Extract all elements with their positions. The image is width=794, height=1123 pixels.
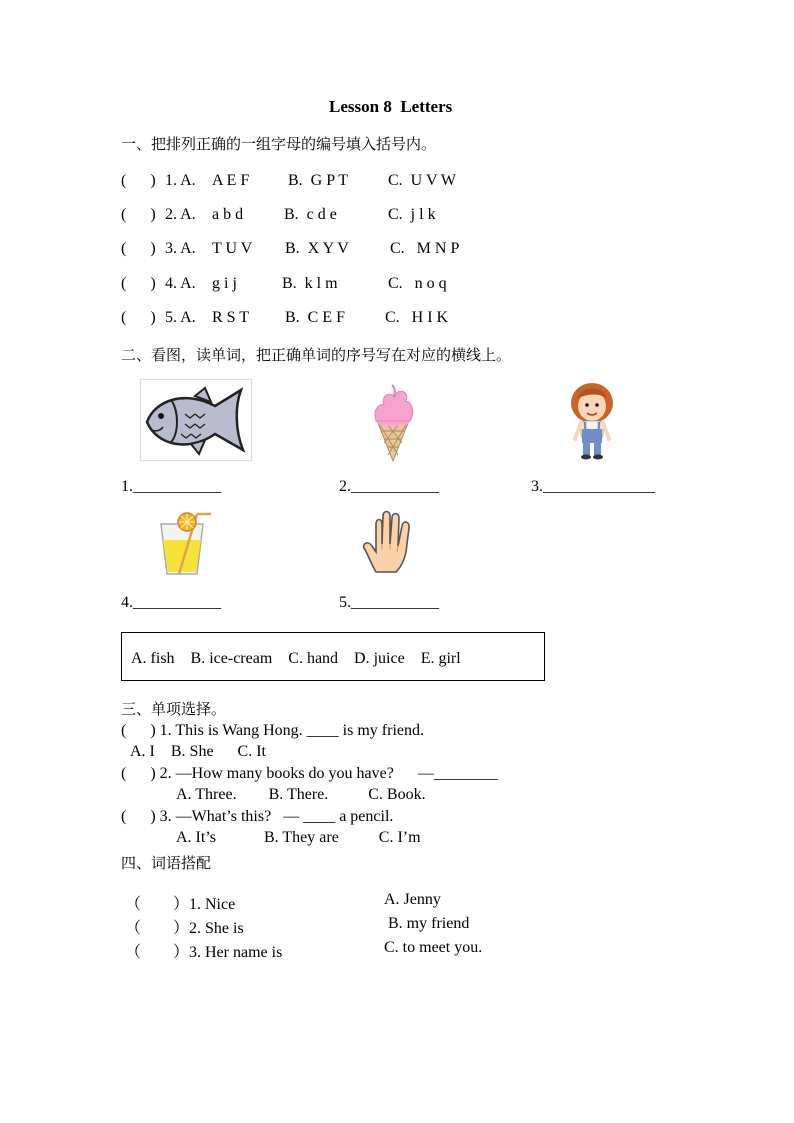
answer-bracket[interactable]: ( ) [121, 172, 156, 189]
question-number: 4. A. [165, 275, 196, 292]
question-number: 3. A. [165, 240, 196, 257]
option-a: g i j [212, 275, 237, 292]
hand-icon [360, 510, 420, 576]
match-left-3[interactable]: （ ）3. Her name is [125, 944, 283, 961]
blank-3[interactable]: 3.______________ [531, 478, 655, 495]
option-a: T U V [212, 240, 253, 257]
word-options: A. fish B. ice-cream C. hand D. juice E. girl [131, 650, 461, 667]
option-c: C. H I K [385, 309, 449, 326]
blank-4[interactable]: 4.___________ [121, 594, 221, 611]
question-2-options: A. Three. B. There. C. Book. [176, 786, 426, 803]
blank-5[interactable]: 5.___________ [339, 594, 439, 611]
answer-bracket[interactable]: ( ) [121, 309, 156, 326]
match-right-2: B. my friend [384, 915, 470, 932]
question-number: 2. A. [165, 206, 196, 223]
blank-1[interactable]: 1.___________ [121, 478, 221, 495]
word-options-box [121, 632, 545, 681]
option-b: B. G P T [288, 172, 349, 189]
option-b: B. c d e [284, 206, 337, 223]
part1-heading: 一、把排列正确的一组字母的编号填入括号内。 [121, 135, 437, 153]
match-right-1: A. Jenny [384, 891, 441, 908]
match-right-3: C. to meet you. [384, 939, 483, 956]
part4-heading: 四、词语搭配 [121, 854, 212, 872]
fish-icon [140, 379, 252, 461]
ice-cream-icon [366, 381, 420, 463]
match-left-1[interactable]: （ ）1. Nice [125, 896, 236, 913]
option-b: B. C E F [285, 309, 346, 326]
answer-bracket[interactable]: ( ) [121, 206, 156, 223]
option-a: A E F [212, 172, 250, 189]
girl-icon [567, 379, 617, 461]
answer-bracket[interactable]: ( ) [121, 240, 156, 257]
question-1: ( ) 1. This is Wang Hong. ____ is my friend. [121, 722, 424, 739]
page-title: Lesson 8 Letters [329, 97, 453, 116]
question-3: ( ) 3. —What’s this? — ____ a pencil. [121, 808, 394, 825]
option-b: B. k l m [282, 275, 338, 292]
option-c: C. n o q [388, 275, 447, 292]
option-b: B. X Y V [285, 240, 349, 257]
question-3-options: A. It’s B. They are C. I’m [176, 829, 421, 846]
question-1-options: A. I B. She C. It [130, 743, 266, 760]
part2-heading: 二、看图，读单词，把正确单词的序号写在对应的横线上。 [121, 346, 512, 364]
option-c: C. j l k [388, 206, 436, 223]
question-number: 1. A. [165, 172, 196, 189]
option-c: C. M N P [390, 240, 460, 257]
question-number: 5. A. [165, 309, 196, 326]
option-a: R S T [212, 309, 250, 326]
blank-2[interactable]: 2.___________ [339, 478, 439, 495]
answer-bracket[interactable]: ( ) [121, 275, 156, 292]
part3-heading: 三、单项选择。 [121, 700, 227, 718]
question-2: ( ) 2. —How many books do you have? —________ [121, 765, 498, 782]
option-a: a b d [212, 206, 244, 223]
option-c: C. U V W [388, 172, 457, 189]
match-left-2[interactable]: （ ）2. She is [125, 920, 244, 937]
juice-icon [153, 510, 215, 578]
